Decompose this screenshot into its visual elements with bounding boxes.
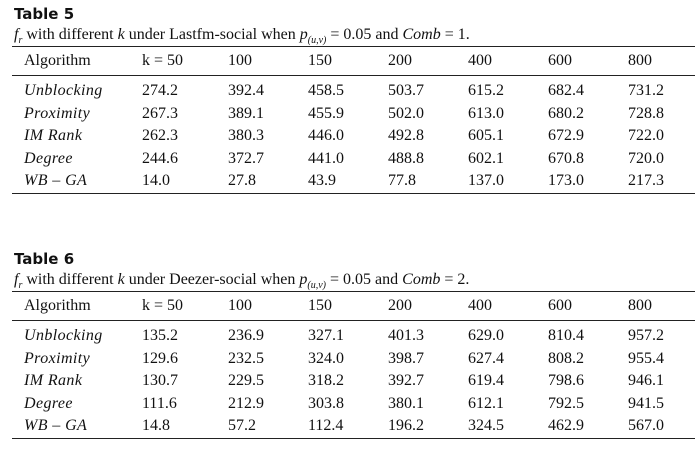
value-cell: 808.2 [548, 349, 584, 367]
table-5-label: Table 5 [14, 5, 75, 23]
value-cell: 612.1 [468, 394, 504, 412]
value-cell: 680.2 [548, 104, 584, 122]
value-cell: 627.4 [468, 349, 504, 367]
value-cell: 318.2 [308, 372, 344, 389]
value-cell: 372.7 [228, 149, 264, 167]
value-cell: 728.8 [628, 104, 664, 122]
value-cell: 14.8 [142, 417, 170, 434]
column-header: 800 [628, 52, 652, 69]
table-6-block [12, 249, 682, 439]
value-cell: 324.0 [308, 349, 344, 367]
value-cell: 137.0 [468, 172, 504, 189]
value-cell: 941.5 [628, 394, 664, 412]
algorithm-cell: Proximity [24, 349, 91, 367]
value-cell: 613.0 [468, 104, 504, 122]
value-cell: 955.4 [628, 349, 664, 367]
value-cell: 112.4 [308, 417, 344, 434]
algorithm-cell: Proximity [24, 104, 91, 122]
table-row [12, 148, 695, 171]
table-6-header-row [12, 292, 695, 321]
column-header: 150 [308, 297, 332, 314]
value-cell: 731.2 [628, 82, 664, 99]
value-cell: 14.0 [142, 172, 170, 189]
value-cell: 492.8 [388, 127, 424, 144]
column-header: k = 50 [142, 52, 184, 69]
value-cell: 629.0 [468, 327, 504, 344]
value-cell: 458.5 [308, 82, 344, 99]
value-cell: 798.6 [548, 372, 584, 389]
column-header: 150 [308, 52, 332, 69]
value-cell: 810.4 [548, 327, 584, 344]
value-cell: 77.8 [388, 172, 416, 189]
algorithm-cell: Unblocking [24, 82, 103, 99]
column-header: k = 50 [142, 297, 184, 314]
column-header: 100 [228, 52, 252, 69]
value-cell: 212.9 [228, 394, 264, 412]
value-cell: 135.2 [142, 327, 178, 344]
value-cell: 446.0 [308, 127, 344, 144]
value-cell: 488.8 [388, 149, 424, 167]
value-cell: 398.7 [388, 349, 424, 367]
column-header: Algorithm [24, 297, 91, 314]
table-row [12, 348, 695, 371]
algorithm-cell: IM Rank [24, 127, 83, 144]
column-header: 200 [388, 297, 412, 314]
table-5 [12, 46, 695, 194]
column-header: 400 [468, 297, 492, 314]
value-cell: 670.8 [548, 149, 584, 167]
value-cell: 173.0 [548, 172, 584, 189]
table-row [12, 321, 695, 348]
value-cell: 262.3 [142, 127, 178, 144]
value-cell: 672.9 [548, 127, 584, 144]
table-5-block [12, 4, 682, 194]
algorithm-cell: Degree [24, 149, 73, 167]
value-cell: 392.4 [228, 82, 264, 99]
value-cell: 303.8 [308, 394, 344, 412]
value-cell: 792.5 [548, 394, 584, 412]
value-cell: 619.4 [468, 372, 504, 389]
value-cell: 503.7 [388, 82, 424, 99]
value-cell: 380.3 [228, 127, 264, 144]
value-cell: 327.1 [308, 327, 344, 344]
value-cell: 196.2 [388, 417, 424, 434]
column-header: 200 [388, 52, 412, 69]
value-cell: 274.2 [142, 82, 178, 99]
value-cell: 682.4 [548, 82, 584, 99]
algorithm-cell: WB – GA [24, 417, 88, 434]
table-5-header-row [12, 47, 695, 76]
algorithm-cell: IM Rank [24, 372, 83, 389]
value-cell: 392.7 [388, 372, 424, 389]
value-cell: 380.1 [388, 394, 424, 412]
column-header: Algorithm [24, 52, 91, 69]
value-cell: 502.0 [388, 104, 424, 122]
table-row [12, 170, 695, 193]
value-cell: 229.5 [228, 372, 264, 389]
table-5-caption: $f_r$ with different k under Lastfm-social when $p_{(u,v)} = 0.05$ and Comb = 1. [14, 26, 470, 46]
algorithm-cell: WB – GA [24, 172, 88, 189]
value-cell: 244.6 [142, 149, 178, 167]
table-6-label: Table 6 [14, 250, 75, 268]
column-header: 800 [628, 297, 652, 314]
algorithm-cell: Unblocking [24, 327, 103, 344]
value-cell: 455.9 [308, 104, 344, 122]
value-cell: 615.2 [468, 82, 504, 99]
value-cell: 324.5 [468, 417, 504, 434]
value-cell: 720.0 [628, 149, 664, 167]
value-cell: 567.0 [628, 417, 664, 434]
algorithm-cell: Degree [24, 394, 73, 412]
value-cell: 722.0 [628, 127, 664, 144]
value-cell: 267.3 [142, 104, 178, 122]
table-row [12, 103, 695, 126]
value-cell: 111.6 [142, 394, 177, 412]
column-header: 400 [468, 52, 492, 69]
value-cell: 236.9 [228, 327, 264, 344]
table-row [12, 393, 695, 416]
value-cell: 389.1 [228, 104, 264, 122]
value-cell: 946.1 [628, 372, 664, 389]
value-cell: 57.2 [228, 417, 256, 434]
column-header: 600 [548, 52, 572, 69]
value-cell: 462.9 [548, 417, 584, 434]
table-6-caption: $f_r$ with different k under Deezer-social when $p_{(u,v)} = 0.05$ and Comb = 2. [14, 271, 470, 291]
value-cell: 602.1 [468, 149, 504, 167]
table-row [12, 415, 695, 438]
column-header: 600 [548, 297, 572, 314]
value-cell: 217.3 [628, 172, 664, 189]
table-row [12, 370, 695, 393]
column-header: 100 [228, 297, 252, 314]
value-cell: 441.0 [308, 149, 344, 167]
value-cell: 130.7 [142, 372, 178, 389]
value-cell: 129.6 [142, 349, 178, 367]
value-cell: 957.2 [628, 327, 664, 344]
value-cell: 401.3 [388, 327, 424, 344]
value-cell: 605.1 [468, 127, 504, 144]
table-row [12, 76, 695, 103]
table-row [12, 125, 695, 148]
value-cell: 232.5 [228, 349, 264, 367]
value-cell: 27.8 [228, 172, 256, 189]
value-cell: 43.9 [308, 172, 336, 189]
table-6 [12, 291, 695, 439]
